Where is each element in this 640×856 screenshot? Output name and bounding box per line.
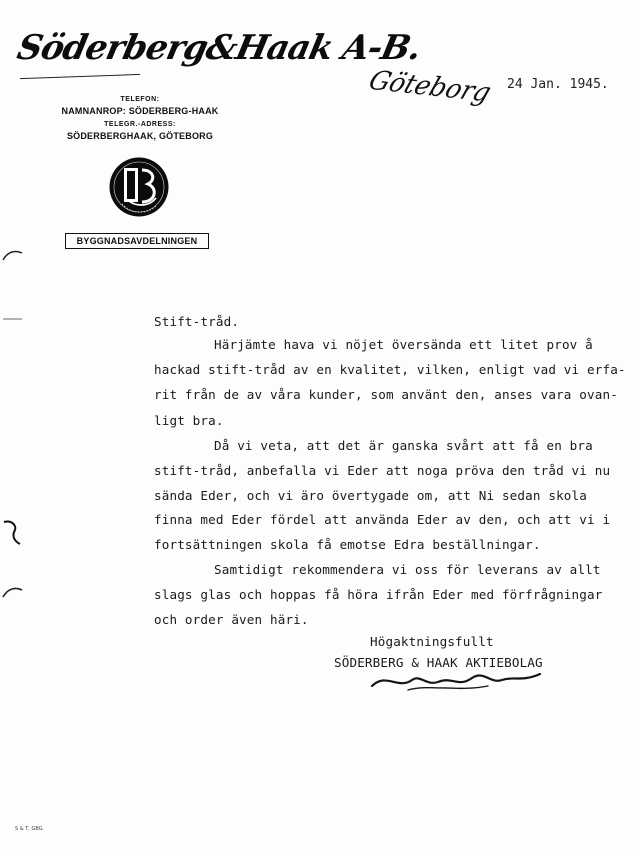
margin-mark <box>0 248 24 262</box>
signatory-name: SÖDERBERG & HAAK AKTIEBOLAG <box>334 655 543 670</box>
body-line: hackad stift-tråd av en kvalitet, vilken, enligt vad vi erfa- <box>154 362 626 377</box>
letter-date: 24 Jan. 1945. <box>507 77 609 92</box>
handwritten-signature <box>368 664 548 694</box>
closing-phrase: Högaktningsfullt <box>370 634 494 649</box>
body-line: sända Eder, och vi äro övertygade om, att Ni sedan skola <box>154 488 587 503</box>
logo-underline <box>20 74 140 79</box>
body-line: Då vi veta, att det är ganska svårt att få en bra <box>214 438 593 453</box>
company-logo: Söderberg&Haak A-B. <box>13 28 425 68</box>
body-line: stift-tråd, anbefalla vi Eder att noga pröva den tråd vi nu <box>154 463 611 478</box>
body-line: Samtidigt rekommendera vi oss för leverans av allt <box>214 562 601 577</box>
body-line: ligt bra. <box>154 413 224 428</box>
body-line: fortsättningen skola få emotse Edra beställningar. <box>154 537 541 552</box>
body-line: rit från de av våra kunder, som använt den, anses vara ovan- <box>154 387 618 402</box>
body-line: finna med Eder fördel att använda Eder av den, och att vi i <box>154 512 611 527</box>
department-label: BYGGNADSAVDELNINGEN <box>65 233 209 249</box>
company-emblem-icon <box>108 156 170 218</box>
place-name: Göteborg <box>364 65 495 109</box>
body-line: slags glas och hoppas få höra ifrån Eder med förfrågningar <box>154 587 603 602</box>
margin-mark <box>0 585 24 599</box>
telegram-label: TELEGR.-ADRESS: <box>104 121 176 128</box>
phone-value: NAMNANROP: SÖDERBERG-HAAK <box>61 106 219 116</box>
margin-mark <box>0 314 24 324</box>
subject-line: Stift-tråd. <box>154 314 240 329</box>
body-line: och order även häri. <box>154 612 309 627</box>
body-line: Härjämte hava vi nöjet översända ett litet prov å <box>214 337 593 352</box>
telegram-value: SÖDERBERGHAAK, GÖTEBORG <box>66 131 214 141</box>
phone-label: TELEFON: <box>120 96 160 103</box>
printer-code: S & T, GBG. <box>15 826 45 832</box>
margin-mark <box>0 518 24 546</box>
